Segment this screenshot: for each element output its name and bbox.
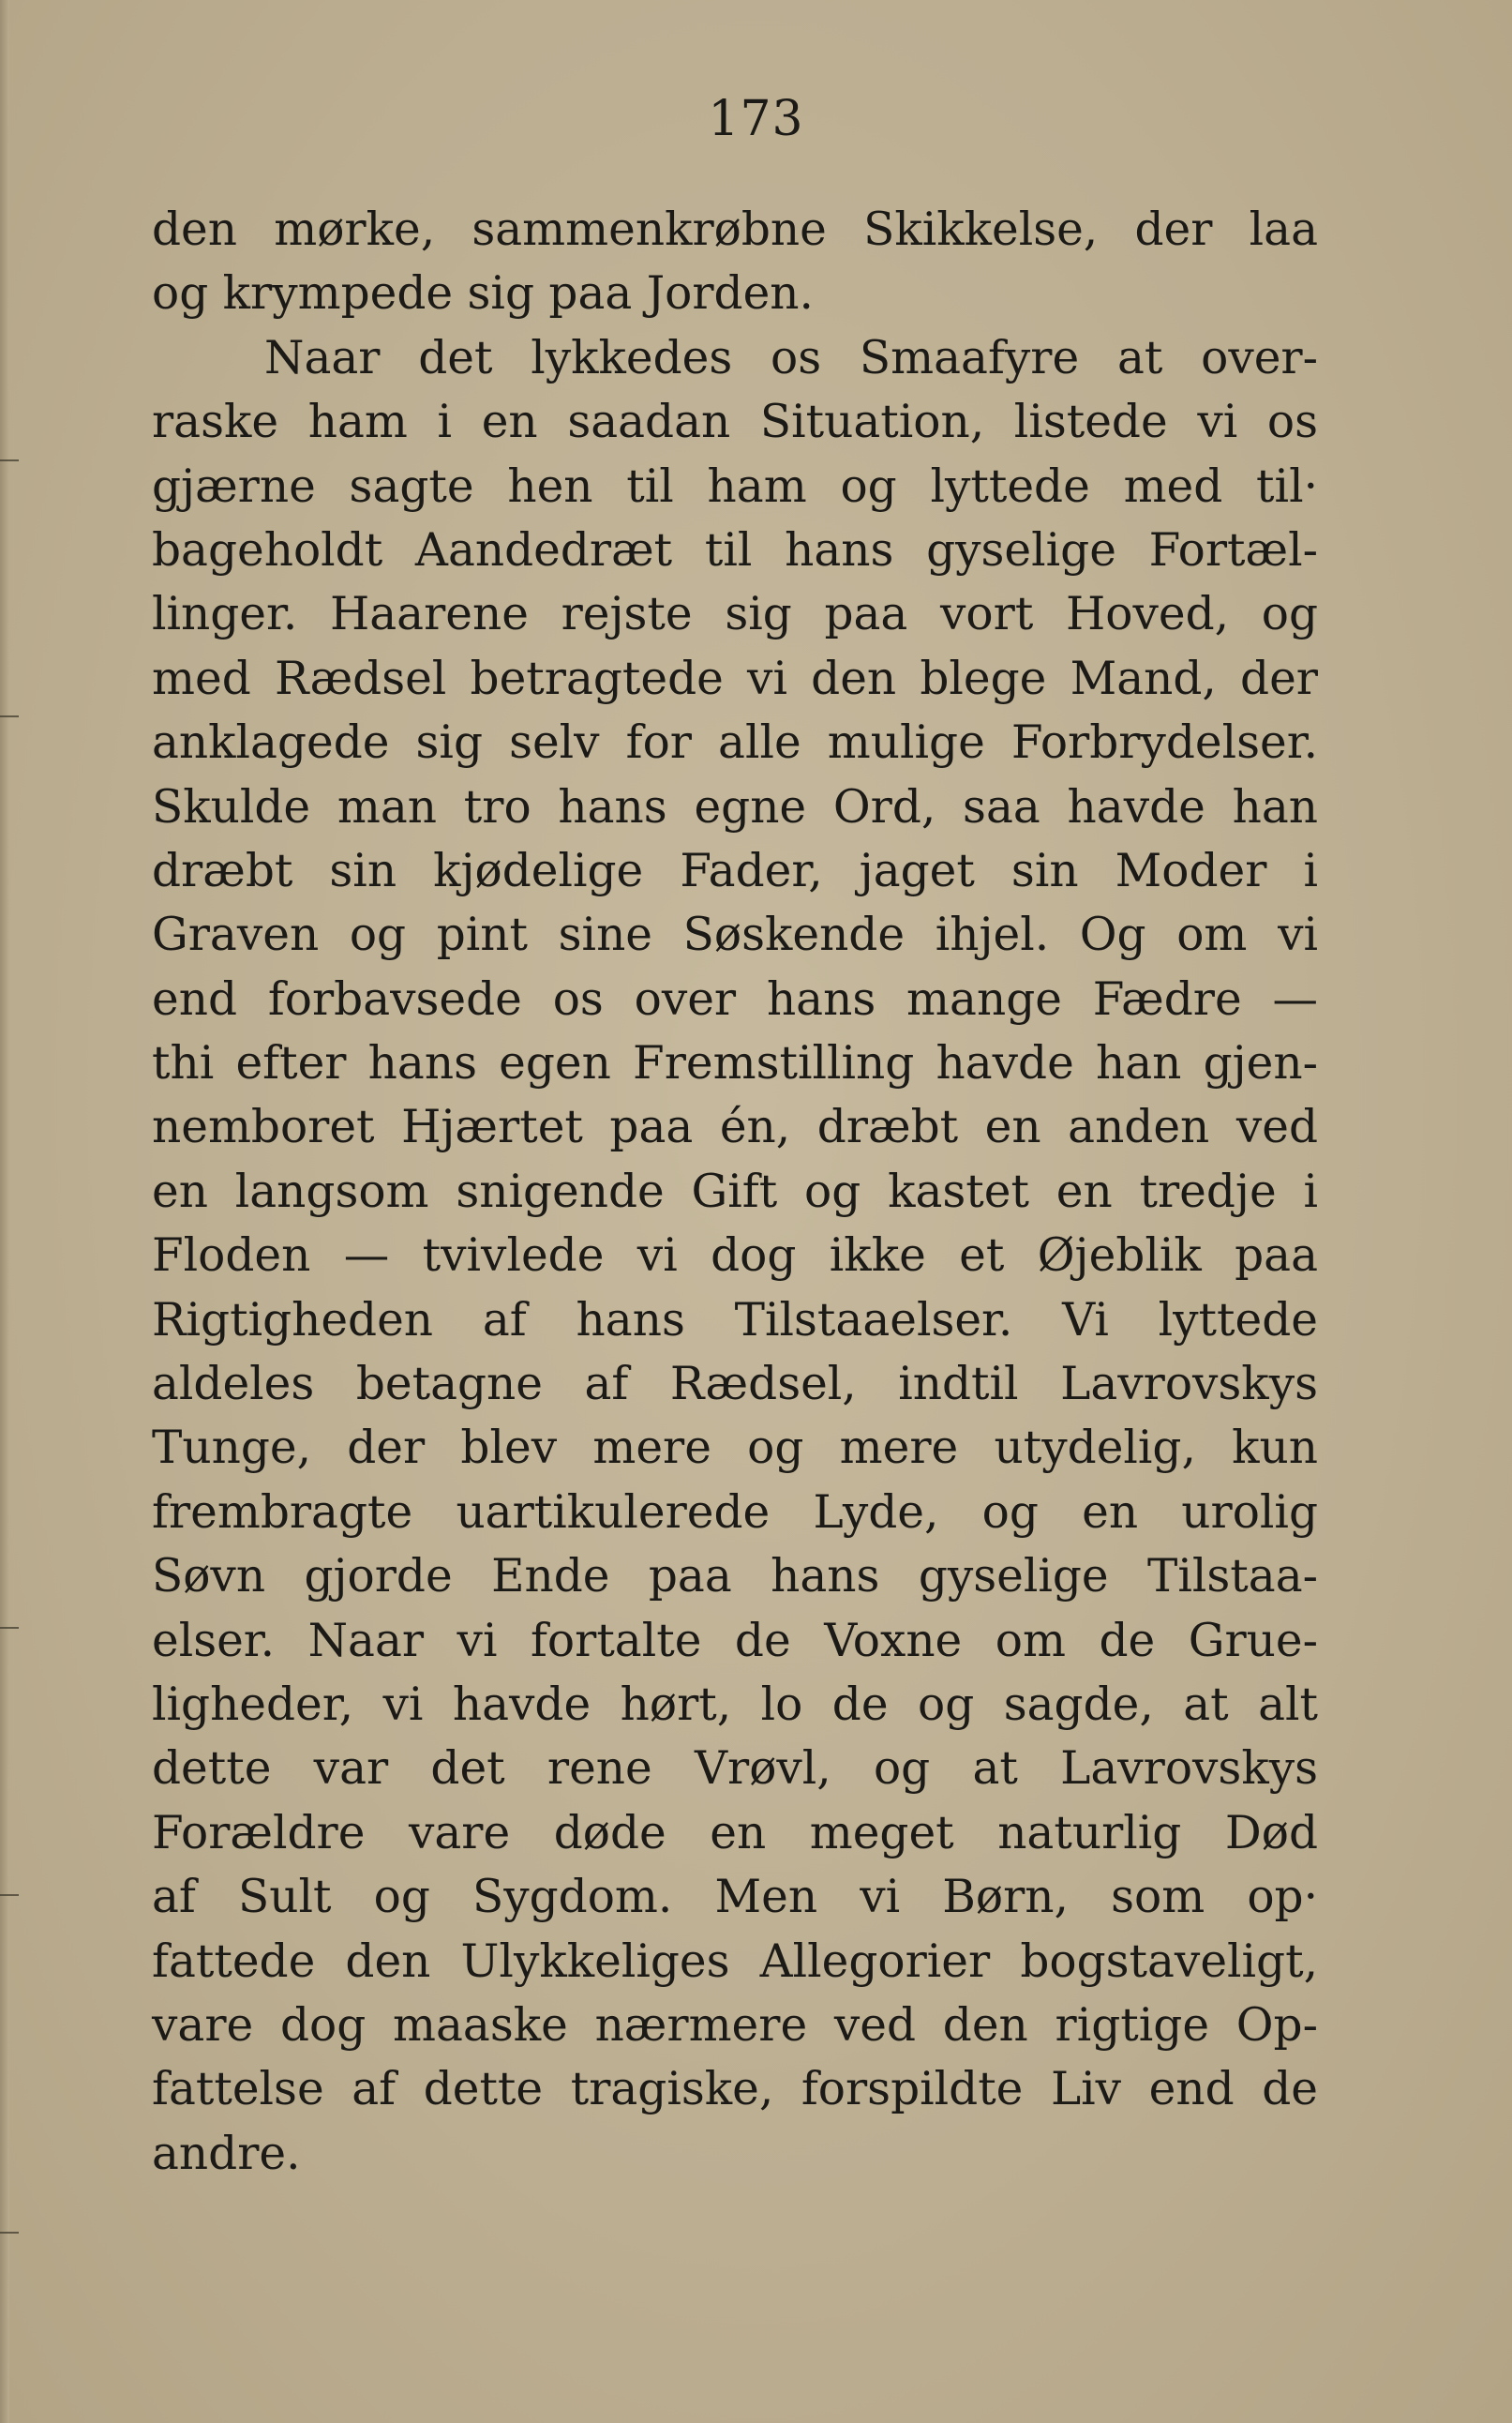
- text-line: af Sult og Sygdom. Men vi Børn, som op·: [152, 1871, 1318, 1924]
- margin-tick: [0, 459, 19, 461]
- text-line: Forældre vare døde en meget naturlig Død: [152, 1806, 1318, 1859]
- text-line: frembragte uartikulerede Lyde, og en urolig: [152, 1485, 1318, 1539]
- text-line: Rigtigheden af hans Tilstaaelser. Vi lyttede: [152, 1293, 1318, 1347]
- text-line: gjærne sagte hen til ham og lyttede med til·: [152, 459, 1318, 513]
- text-line: dræbt sin kjødelige Fader, jaget sin Moder i: [152, 844, 1318, 897]
- margin-tick: [0, 715, 19, 717]
- text-line: andre.: [152, 2127, 301, 2180]
- page-number: 173: [708, 91, 804, 147]
- text-line: raske ham i en saadan Situation, listede vi os: [152, 396, 1318, 449]
- text-line: fattelse af dette tragiske, forspildte Liv end de: [152, 2063, 1318, 2116]
- text-line: dette var det rene Vrøvl, og at Lavrovskys: [152, 1742, 1318, 1796]
- text-line: Tunge, der blev mere og mere utydelig, kun: [152, 1422, 1318, 1475]
- margin-tick: [0, 1627, 19, 1629]
- text-line: en langsom snigende Gift og kastet en tredje i: [152, 1165, 1318, 1218]
- text-line: ligheder, vi havde hørt, lo de og sagde, at alt: [152, 1678, 1318, 1731]
- page-left-edge: [0, 0, 9, 2423]
- text-line: linger. Haarene rejste sig paa vort Hoved, og: [152, 588, 1318, 641]
- text-line: elser. Naar vi fortalte de Voxne om de Grue-: [152, 1614, 1318, 1667]
- margin-tick: [0, 1894, 19, 1896]
- body-text: [152, 198, 1318, 2186]
- text-line: Skulde man tro hans egne Ord, saa havde han: [152, 780, 1318, 834]
- text-line: thi efter hans egen Fremstilling havde han gjen-: [152, 1037, 1318, 1091]
- text-line: Graven og pint sine Søskende ihjel. Og om vi: [152, 909, 1318, 962]
- text-line: Floden — tvivlede vi dog ikke et Øjeblik paa: [152, 1229, 1318, 1283]
- text-line: fattede den Ulykkeliges Allegorier bogstaveligt,: [152, 1934, 1318, 1988]
- text-line: aldeles betagne af Rædsel, indtil Lavrovskys: [152, 1358, 1318, 1411]
- text-line: bageholdt Aandedræt til hans gyselige Fortæl-: [152, 523, 1318, 577]
- margin-tick: [0, 2232, 19, 2234]
- text-line: Naar det lykkedes os Smaafyre at over-: [264, 331, 1318, 384]
- text-line: vare dog maaske nærmere ved den rigtige Op-: [152, 1998, 1318, 2052]
- text-line: end forbavsede os over hans mange Fædre —: [152, 972, 1318, 1026]
- text-line: den mørke, sammenkrøbne Skikkelse, der laa: [152, 203, 1318, 256]
- text-line: Søvn gjorde Ende paa hans gyselige Tilstaa-: [152, 1550, 1318, 1603]
- text-line: nemboret Hjærtet paa én, dræbt en anden ved: [152, 1101, 1318, 1154]
- text-line: og krympede sig paa Jorden.: [152, 267, 814, 321]
- text-line: anklagede sig selv for alle mulige Forbrydelser.: [152, 716, 1318, 770]
- text-line: med Rædsel betragtede vi den blege Mand, der: [152, 652, 1318, 705]
